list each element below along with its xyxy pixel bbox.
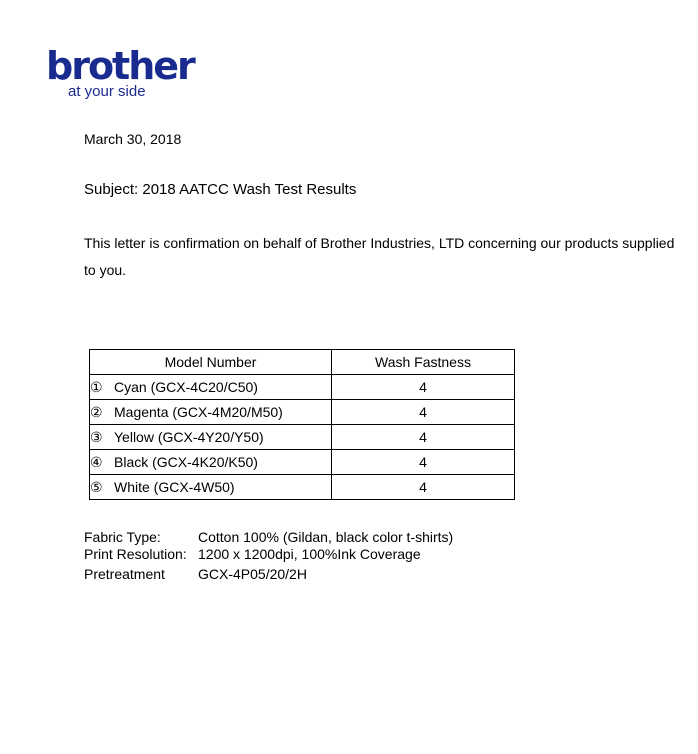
letter-body: This letter is confirmation on behalf of Brother Industries, LTD concerning our products supplied to you.	[84, 235, 675, 278]
header-model-number: Model Number	[90, 350, 332, 375]
wash-value: 4	[332, 400, 515, 425]
model-cell	[90, 375, 332, 400]
table-row	[90, 400, 515, 425]
wash-value: 4	[332, 375, 515, 400]
wash-value: 4	[332, 450, 515, 475]
spec-print-resolution	[84, 546, 453, 563]
letter-date: March 30, 2018	[84, 131, 182, 147]
spec-fabric-type	[84, 529, 453, 546]
spec-list	[84, 529, 453, 583]
model-cell	[90, 450, 332, 475]
row-number: ④	[90, 453, 103, 470]
model-name: Black (GCX-4K20/K50)	[114, 453, 258, 470]
model-name: Yellow (GCX-4Y20/Y50)	[114, 428, 264, 445]
spec-value: Cotton 100% (Gildan, black color t-shirts)	[198, 529, 454, 545]
row-number: ①	[90, 378, 103, 395]
wash-results-table	[89, 349, 515, 500]
row-number: ⑤	[90, 478, 103, 495]
row-number: ②	[90, 403, 103, 420]
wash-value: 4	[332, 475, 515, 500]
table-header-row	[90, 350, 515, 375]
table-row	[90, 375, 515, 400]
model-name: Magenta (GCX-4M20/M50)	[114, 403, 283, 420]
brother-logo	[46, 44, 194, 100]
spec-pretreatment	[84, 566, 453, 583]
model-cell	[90, 400, 332, 425]
spec-value: 1200 x 1200dpi, 100%Ink Coverage	[198, 546, 421, 562]
header-wash-fastness: Wash Fastness	[332, 350, 515, 375]
letter-subject: Subject: 2018 AATCC Wash Test Results	[84, 181, 357, 198]
spec-label: Fabric Type:	[84, 529, 161, 545]
logo-wordmark: brother	[46, 44, 194, 88]
model-cell	[90, 475, 332, 500]
wash-value: 4	[332, 425, 515, 450]
table-row	[90, 475, 515, 500]
spec-label: Pretreatment	[84, 566, 165, 582]
spec-label: Print Resolution:	[84, 546, 187, 562]
model-cell	[90, 425, 332, 450]
model-name: White (GCX-4W50)	[114, 478, 235, 495]
table-row	[90, 450, 515, 475]
model-name: Cyan (GCX-4C20/C50)	[114, 378, 258, 395]
row-number: ③	[90, 428, 103, 445]
logo-tagline: at your side	[68, 83, 146, 100]
table-row	[90, 425, 515, 450]
spec-value: GCX-4P05/20/2H	[198, 566, 307, 582]
